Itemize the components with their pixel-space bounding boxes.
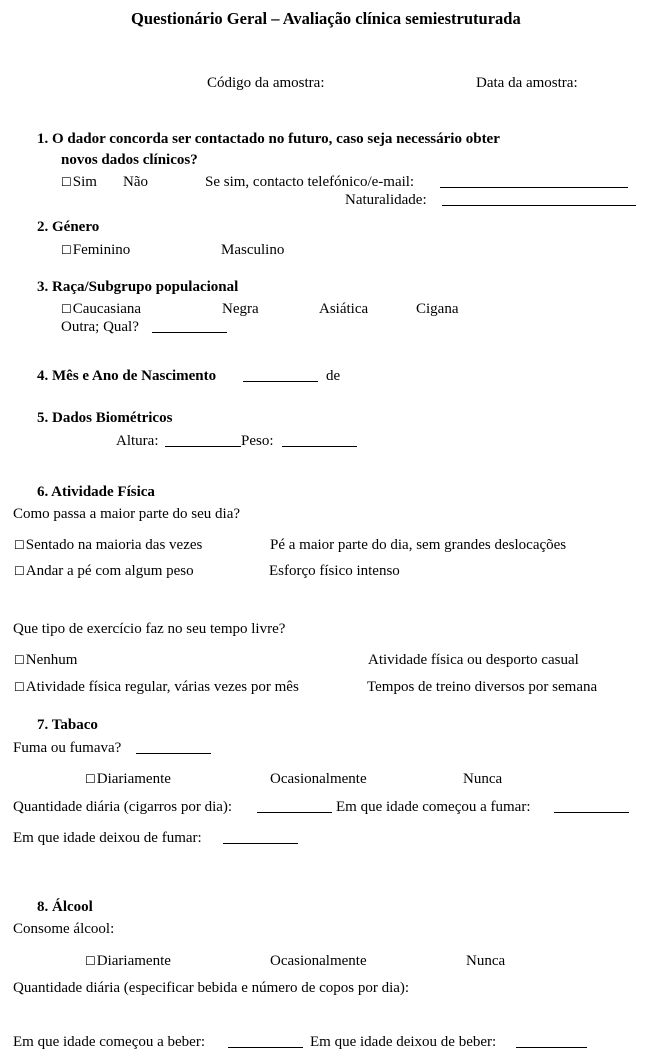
q3-option-black[interactable]: Negra bbox=[222, 301, 259, 317]
q5-weight-field[interactable] bbox=[282, 433, 357, 447]
q6-regular-label: Atividade física regular, várias vezes por mês bbox=[25, 679, 299, 695]
q1-naturalidade-label: Naturalidade: bbox=[345, 192, 427, 208]
q8-start-age-field[interactable] bbox=[228, 1034, 303, 1048]
q7-stop-age-label: Em que idade deixou de fumar: bbox=[13, 830, 202, 846]
q4-heading: 4. Mês e Ano de Nascimento bbox=[37, 368, 217, 384]
q6-heading: 6. Atividade Física bbox=[37, 484, 155, 500]
q1-heading-line1: 1. O dador concorda ser contactado no futuro, caso seja necessário obter bbox=[37, 131, 500, 147]
q6-option-regular[interactable] bbox=[14, 678, 299, 696]
q8-daily-label: Diariamente bbox=[96, 953, 171, 969]
q3-other-field[interactable] bbox=[152, 319, 227, 333]
q4-de: de bbox=[326, 368, 341, 384]
q8-daily-qty-label: Quantidade diária (especificar bebida e número de copos por dia): bbox=[13, 980, 410, 996]
q3-option-other[interactable]: Outra; Qual? bbox=[61, 319, 139, 335]
q1-yes-label: Sim bbox=[72, 174, 97, 190]
sample-date-label: Data da amostra: bbox=[476, 75, 578, 91]
q8-heading: 8. Álcool bbox=[37, 899, 93, 915]
sample-code-label: Código da amostra: bbox=[207, 75, 325, 91]
q1-contact-label: Se sim, contacto telefónico/e-mail: bbox=[205, 174, 415, 190]
q5-weight-label: Peso: bbox=[241, 433, 274, 449]
q3-heading: 3. Raça/Subgrupo populacional bbox=[37, 279, 239, 295]
q1-heading-line2: novos dados clínicos? bbox=[61, 152, 198, 168]
q8-option-daily[interactable] bbox=[85, 952, 171, 970]
q6-question2: Que tipo de exercício faz no seu tempo livre? bbox=[13, 621, 286, 637]
q2-option-male[interactable]: Masculino bbox=[221, 242, 285, 258]
q7-smokes-label: Fuma ou fumava? bbox=[13, 740, 122, 756]
q8-option-never[interactable]: Nunca bbox=[466, 953, 506, 969]
q6-none-label: Nenhum bbox=[25, 652, 78, 668]
q8-stop-age-field[interactable] bbox=[516, 1034, 587, 1048]
checkbox-icon[interactable]: ☐ bbox=[14, 680, 25, 694]
checkbox-icon[interactable]: ☐ bbox=[61, 243, 72, 257]
checkbox-icon[interactable]: ☐ bbox=[14, 538, 25, 552]
q7-daily-qty-field[interactable] bbox=[257, 799, 332, 813]
q6-option-casual[interactable]: Atividade física ou desporto casual bbox=[368, 652, 579, 668]
q1-option-no[interactable]: Não bbox=[123, 174, 148, 190]
q8-consumes-label: Consome álcool: bbox=[13, 921, 115, 937]
q7-option-occasional[interactable]: Ocasionalmente bbox=[270, 771, 367, 787]
checkbox-icon[interactable]: ☐ bbox=[85, 772, 96, 786]
q1-contact-field[interactable] bbox=[440, 174, 628, 188]
q7-option-daily[interactable] bbox=[85, 770, 171, 788]
q6-option-walking[interactable] bbox=[14, 562, 194, 580]
q7-smokes-field[interactable] bbox=[136, 740, 211, 754]
q6-sitting-label: Sentado na maioria das vezes bbox=[25, 537, 203, 553]
q8-option-occasional[interactable]: Ocasionalmente bbox=[270, 953, 367, 969]
q5-height-label: Altura: bbox=[116, 433, 159, 449]
q3-caucasian-label: Caucasiana bbox=[72, 301, 142, 317]
q3-option-asian[interactable]: Asiática bbox=[319, 301, 369, 317]
q7-daily-label: Diariamente bbox=[96, 771, 171, 787]
checkbox-icon[interactable]: ☐ bbox=[61, 302, 72, 316]
q6-option-sitting[interactable] bbox=[14, 536, 202, 554]
q6-walking-label: Andar a pé com algum peso bbox=[25, 563, 194, 579]
q5-heading: 5. Dados Biométricos bbox=[37, 410, 173, 426]
q7-daily-qty-label: Quantidade diária (cigarros por dia): bbox=[13, 799, 233, 815]
checkbox-icon[interactable]: ☐ bbox=[14, 653, 25, 667]
q7-start-age-field[interactable] bbox=[554, 799, 629, 813]
checkbox-icon[interactable]: ☐ bbox=[85, 954, 96, 968]
q6-option-standing[interactable]: Pé a maior parte do dia, sem grandes deslocações bbox=[270, 537, 567, 553]
q6-option-intense[interactable]: Esforço físico intenso bbox=[269, 563, 400, 579]
q2-female-label: Feminino bbox=[72, 242, 131, 258]
q2-heading: 2. Género bbox=[37, 219, 100, 235]
q4-month-field[interactable] bbox=[243, 368, 318, 382]
q2-option-female[interactable] bbox=[61, 241, 130, 259]
page-title: Questionário Geral – Avaliação clínica semiestruturada bbox=[131, 9, 521, 28]
q7-stop-age-field[interactable] bbox=[223, 830, 298, 844]
q8-start-age-label: Em que idade começou a beber: bbox=[13, 1034, 205, 1050]
q3-option-gypsy[interactable]: Cigana bbox=[416, 301, 459, 317]
checkbox-icon[interactable]: ☐ bbox=[14, 564, 25, 578]
checkbox-icon[interactable]: ☐ bbox=[61, 175, 72, 189]
q1-naturalidade-field[interactable] bbox=[442, 192, 636, 206]
q7-option-never[interactable]: Nunca bbox=[463, 771, 503, 787]
q7-start-age-label: Em que idade começou a fumar: bbox=[336, 799, 531, 815]
q6-question1: Como passa a maior parte do seu dia? bbox=[13, 506, 241, 522]
q6-option-none[interactable] bbox=[14, 651, 77, 669]
q7-heading: 7. Tabaco bbox=[37, 717, 98, 733]
q3-option-caucasian[interactable] bbox=[61, 300, 141, 318]
q8-stop-age-label: Em que idade deixou de beber: bbox=[310, 1034, 497, 1050]
q5-height-field[interactable] bbox=[165, 433, 241, 447]
q1-option-yes[interactable] bbox=[61, 173, 97, 191]
q6-option-training[interactable]: Tempos de treino diversos por semana bbox=[367, 679, 598, 695]
